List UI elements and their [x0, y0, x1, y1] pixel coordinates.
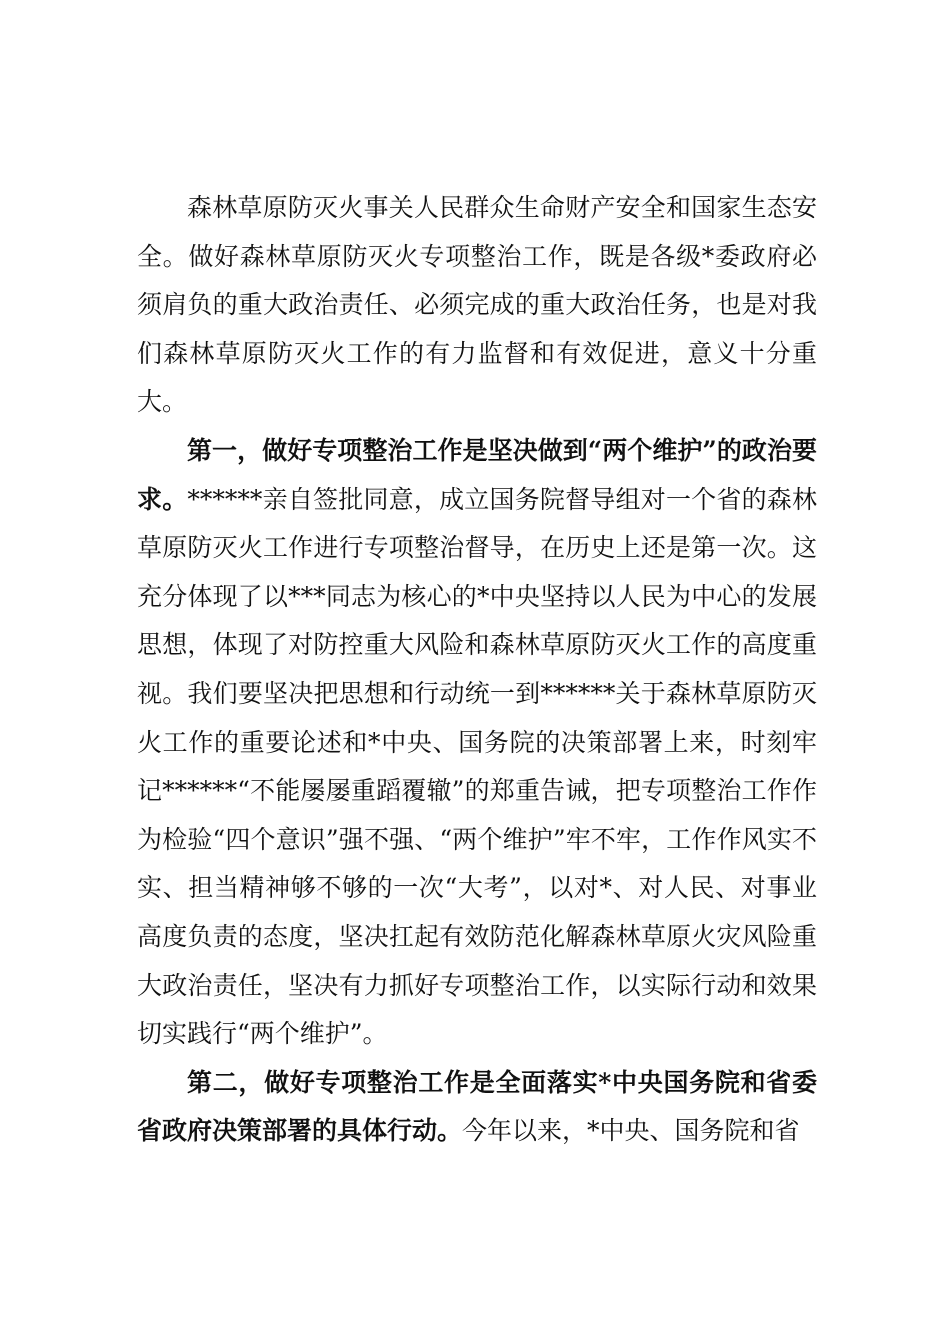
document-body	[137, 184, 817, 1156]
paragraph-intro	[137, 184, 817, 427]
paragraph-lead-heading: 第一，做好专项整治工作是坚决做到“两个维护”的政治要求。	[137, 435, 817, 514]
paragraph-text: ******亲自签批同意，成立国务院督导组对一个省的森林草原防灭火工作进行专项整治督导，在历史上还是第一次。这充分体现了以***同志为核心的*中央坚持以人民为中心的发展思想，体现了对防控重大风险和森林草原防灭火工作的高度重视。我们要坚决把思想和行动统一到******关于森林草原防灭火工作的重要论述和*中央、国务院的决策部署上来，时刻牢记******“不能屡屡重蹈覆辙”的郑重告诫，把专项整治工作作为检验“四个意识”强不强、“两个维护”牢不牢，工作作风实不实、担当精神够不够的一次“大考”，以对*、对人民、对事业高度负责的态度，坚决扛起有效防范化解森林草原火灾风险重大政治责任，坚决有力抓好专项整治工作，以实际行动和效果切实践行“两个维护”。	[137, 484, 817, 1049]
paragraph-lead-heading: 第二，做好专项整治工作是全面落实*中央国务院和省委省政府决策部署的具体行动。	[137, 1067, 817, 1146]
paragraph-text: 今年以来，*中央、国务院和省	[462, 1116, 800, 1146]
paragraph-first-point	[137, 427, 817, 1059]
paragraph-second-point	[137, 1059, 817, 1156]
paragraph-text: 森林草原防灭火事关人民群众生命财产安全和国家生态安全。做好森林草原防灭火专项整治工作，既是各级*委政府必须肩负的重大政治责任、必须完成的重大政治任务，也是对我们森林草原防灭火工作的有力监督和有效促进，意义十分重大。	[137, 193, 817, 417]
